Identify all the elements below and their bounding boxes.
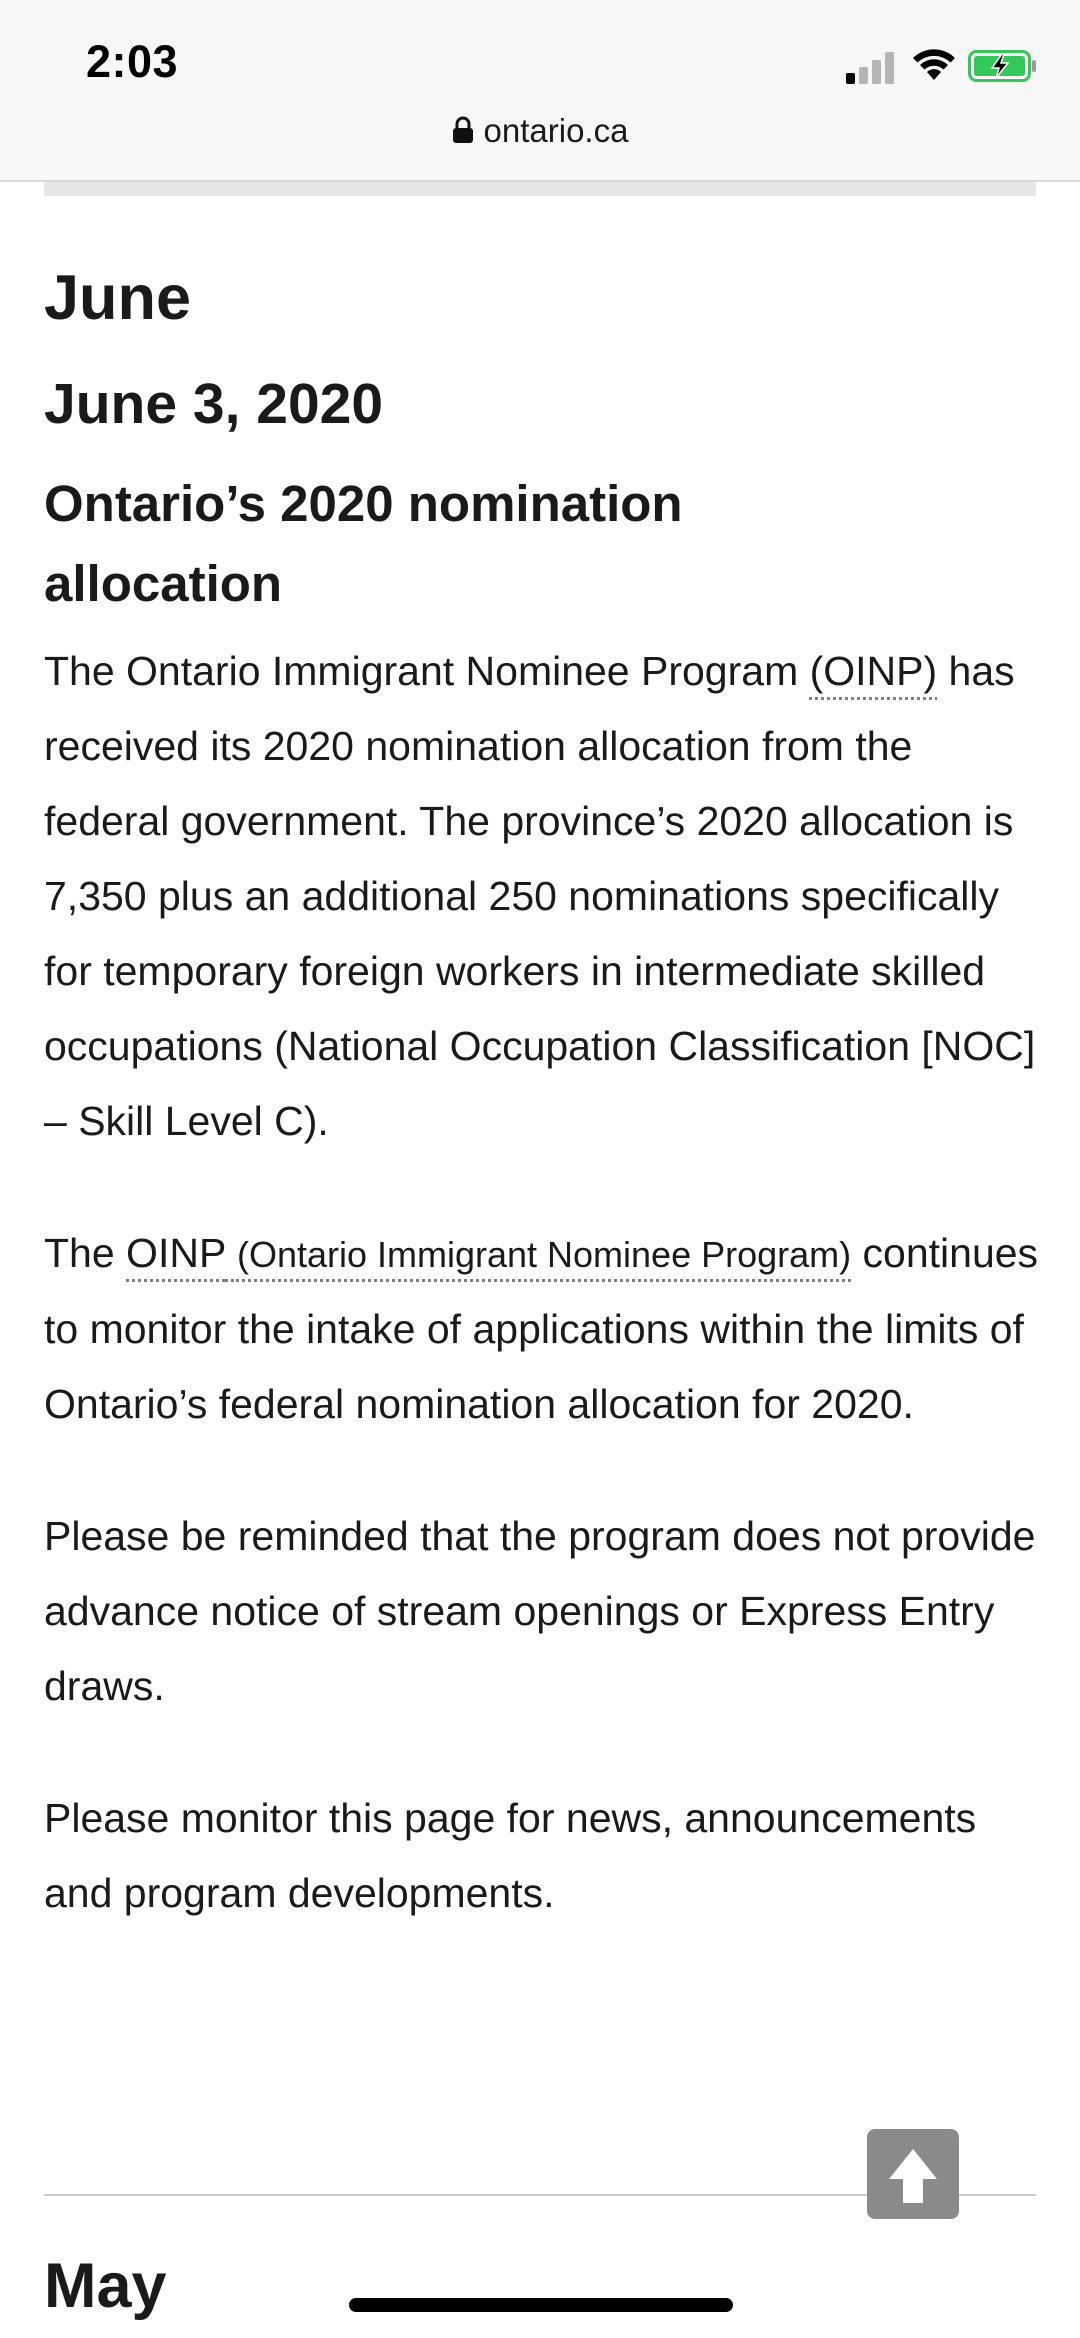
wifi-icon xyxy=(912,46,956,84)
battery-charging-icon xyxy=(968,50,1038,82)
paragraph-allocation xyxy=(44,634,1040,1159)
arrow-up-icon xyxy=(867,2129,959,2219)
para2-after: continues to monitor the intake of applications within the limits of Ontario’s federal nomination allocation for 2020. xyxy=(44,1230,1039,1427)
address-bar[interactable] xyxy=(0,112,1080,150)
oinp-expansion: (Ontario Immigrant Nominee Program) xyxy=(236,1234,852,1275)
article-title: Ontario’s 2020 nomination allocation xyxy=(44,475,683,612)
cellular-signal-icon xyxy=(846,52,898,84)
lock-icon xyxy=(452,116,474,144)
oinp-abbreviation[interactable]: (OINP) xyxy=(809,648,938,694)
para1-before: The Ontario Immigrant Nominee Program xyxy=(44,648,810,694)
back-to-top-button[interactable] xyxy=(867,2129,959,2219)
next-month-heading: May xyxy=(44,2251,167,2321)
para1-after: has received its 2020 nomination allocation from the federal government. The province’s 2020 allocation is 7,350 plus an additional 250 nominations specifically for temporary foreign workers in intermediate skilled occupations (National Occupation Classification [NOC] – Skill Level C). xyxy=(44,648,1036,1144)
date-heading: June 3, 2020 xyxy=(44,372,384,436)
oinp-abbr-text: OINP xyxy=(126,1230,226,1276)
oinp-abbreviation-2[interactable] xyxy=(126,1230,851,1276)
section-top-strip xyxy=(44,182,1036,196)
article-content xyxy=(44,250,1040,1931)
para2-before: The xyxy=(44,1230,127,1276)
paragraph-monitor-page: Please monitor this page for news, announcements and program developments. xyxy=(44,1795,977,1916)
home-indicator[interactable] xyxy=(349,2298,733,2312)
month-heading: June xyxy=(44,263,192,333)
paragraph-monitoring xyxy=(44,1216,1040,1442)
paragraph-reminder: Please be reminded that the program does not provide advance notice of stream openings or Express Entry draws. xyxy=(44,1513,1036,1709)
status-time: 2:03 xyxy=(86,36,179,87)
status-bar xyxy=(0,0,1080,182)
url-text: ontario.ca xyxy=(483,112,629,149)
